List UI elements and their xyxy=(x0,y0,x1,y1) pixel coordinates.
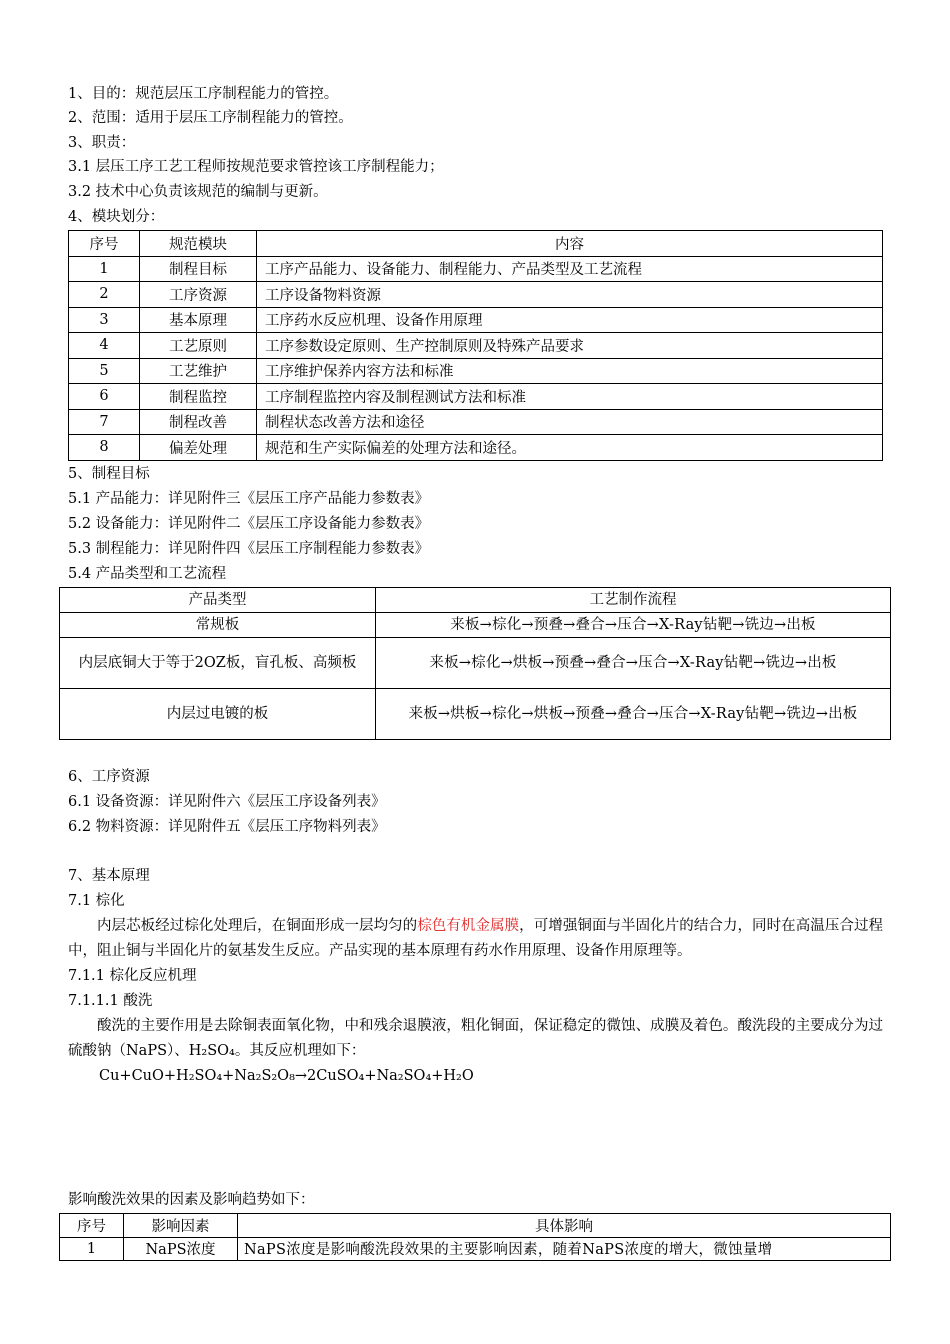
header-cell: 影响因素 xyxy=(124,1214,238,1238)
table-cell: 制程改善 xyxy=(140,409,257,435)
section-5-heading: 5、制程目标 xyxy=(68,466,150,482)
section-5-3: 5.3 制程能力：详见附件四《层压工序制程能力参数表》 xyxy=(68,541,430,557)
table-cell: 来板→棕化→烘板→预叠→叠合→压合→X-Ray钻靶→铣边→出板 xyxy=(376,638,891,689)
table-cell: 内层过电镀的板 xyxy=(60,689,376,740)
section-5-2: 5.2 设备能力：详见附件二《层压工序设备能力参数表》 xyxy=(68,516,430,532)
table-cell: 1 xyxy=(60,1237,124,1261)
section-1-purpose: 1、目的：规范层压工序制程能力的管控。 xyxy=(68,86,339,102)
table-cell: 2 xyxy=(69,282,140,308)
table-row xyxy=(60,613,891,638)
acid-wash-paragraph: 酸洗的主要作用是去除铜表面氧化物，中和残余退膜液，粗化铜面，保证稳定的微蚀、成膜及着色。酸洗段的主要成分为过硫酸钠（NaPS）、H₂SO₄。其反应机理如下： xyxy=(68,1018,883,1059)
table-cell: 8 xyxy=(69,435,140,461)
table-header-row xyxy=(60,588,891,613)
header-cell: 工艺制作流程 xyxy=(376,588,891,613)
section-3-2: 3.2 技术中心负责该规范的编制与更新。 xyxy=(68,184,328,200)
table-cell: 4 xyxy=(69,333,140,359)
table-cell: 工序产品能力、设备能力、制程能力、产品类型及工艺流程 xyxy=(257,256,883,282)
table-row xyxy=(69,409,883,435)
section-3-heading: 3、职责： xyxy=(68,135,136,151)
table-cell: 工序设备物料资源 xyxy=(257,282,883,308)
process-table xyxy=(59,587,891,740)
table-cell: 工序制程监控内容及制程测试方法和标准 xyxy=(257,384,883,410)
section-3-1: 3.1 层压工序工艺工程师按规范要求管控该工序制程能力； xyxy=(68,159,444,175)
table-row xyxy=(69,282,883,308)
header-cell: 具体影响 xyxy=(238,1214,891,1238)
table-cell: 工序资源 xyxy=(140,282,257,308)
table-cell: 来板→棕化→预叠→叠合→压合→X-Ray钻靶→铣边→出板 xyxy=(376,613,891,638)
section-5-4: 5.4 产品类型和工艺流程 xyxy=(68,566,227,582)
section-4-heading: 4、模块划分： xyxy=(68,209,165,225)
table-header-row xyxy=(60,1214,891,1238)
table-cell: 工序药水反应机理、设备作用原理 xyxy=(257,307,883,333)
table-cell: 工艺维护 xyxy=(140,358,257,384)
table-cell: 常规板 xyxy=(60,613,376,638)
table-cell: 7 xyxy=(69,409,140,435)
factors-intro: 影响酸洗效果的因素及影响趋势如下： xyxy=(68,1192,315,1208)
paragraph-text: 内层芯板经过棕化处理后，在铜面形成一层均匀的 xyxy=(97,918,418,934)
table-row xyxy=(69,384,883,410)
section-7-1-1: 7.1.1 棕化反应机理 xyxy=(68,968,197,984)
table-header-row xyxy=(69,231,883,257)
table-row xyxy=(69,333,883,359)
table-cell: NaPS浓度是影响酸洗段效果的主要影响因素，随着NaPS浓度的增大，微蚀量增 xyxy=(238,1237,891,1261)
table-cell: 来板→烘板→棕化→烘板→预叠→叠合→压合→X-Ray钻靶→铣边→出板 xyxy=(376,689,891,740)
header-cell: 产品类型 xyxy=(60,588,376,613)
table-cell: 规范和生产实际偏差的处理方法和途径。 xyxy=(257,435,883,461)
table-row xyxy=(69,358,883,384)
table-cell: 制程监控 xyxy=(140,384,257,410)
section-6-1: 6.1 设备资源：详见附件六《层压工序设备列表》 xyxy=(68,794,386,810)
section-7-1-1-1: 7.1.1.1 酸洗 xyxy=(68,993,153,1009)
header-cell: 序号 xyxy=(69,231,140,257)
header-cell: 序号 xyxy=(60,1214,124,1238)
modules-table xyxy=(68,230,883,461)
table-row xyxy=(69,307,883,333)
table-cell: NaPS浓度 xyxy=(124,1237,238,1261)
section-7-1: 7.1 棕化 xyxy=(68,893,125,909)
table-cell: 3 xyxy=(69,307,140,333)
section-5-1: 5.1 产品能力：详见附件三《层压工序产品能力参数表》 xyxy=(68,491,430,507)
highlighted-term: 棕色有机金属膜 xyxy=(417,918,520,934)
table-cell: 内层底铜大于等于2OZ板，盲孔板、高频板 xyxy=(60,638,376,689)
table-row xyxy=(60,1237,891,1261)
table-cell: 基本原理 xyxy=(140,307,257,333)
table-row xyxy=(69,256,883,282)
paragraph-text: ，可增强铜面与半固化片的结合力，同时在高温压合过程中，阻止铜与半固化片的氨基发生反应。产品实现的基本原理有药水作用原理、设备作用原理等。 xyxy=(68,918,884,959)
table-cell: 制程目标 xyxy=(140,256,257,282)
table-cell: 工序维护保养内容方法和标准 xyxy=(257,358,883,384)
table-cell: 5 xyxy=(69,358,140,384)
table-cell: 偏差处理 xyxy=(140,435,257,461)
reaction-equation: Cu+CuO+H₂SO₄+Na₂S₂O₈→2CuSO₄+Na₂SO₄+H₂O xyxy=(99,1068,474,1084)
section-2-scope: 2、范围：适用于层压工序制程能力的管控。 xyxy=(68,110,353,126)
table-cell: 6 xyxy=(69,384,140,410)
section-6-heading: 6、工序资源 xyxy=(68,769,150,785)
table-cell: 1 xyxy=(69,256,140,282)
section-6-2: 6.2 物料资源：详见附件五《层压工序物料列表》 xyxy=(68,819,386,835)
table-cell: 工艺原则 xyxy=(140,333,257,359)
factors-table xyxy=(59,1213,891,1261)
table-row xyxy=(60,689,891,740)
section-7-1-paragraph xyxy=(68,914,883,964)
table-cell: 工序参数设定原则、生产控制原则及特殊产品要求 xyxy=(257,333,883,359)
table-cell: 制程状态改善方法和途径 xyxy=(257,409,883,435)
section-7-heading: 7、基本原理 xyxy=(68,868,150,884)
header-cell: 规范模块 xyxy=(140,231,257,257)
header-cell: 内容 xyxy=(257,231,883,257)
table-row xyxy=(69,435,883,461)
table-row xyxy=(60,638,891,689)
